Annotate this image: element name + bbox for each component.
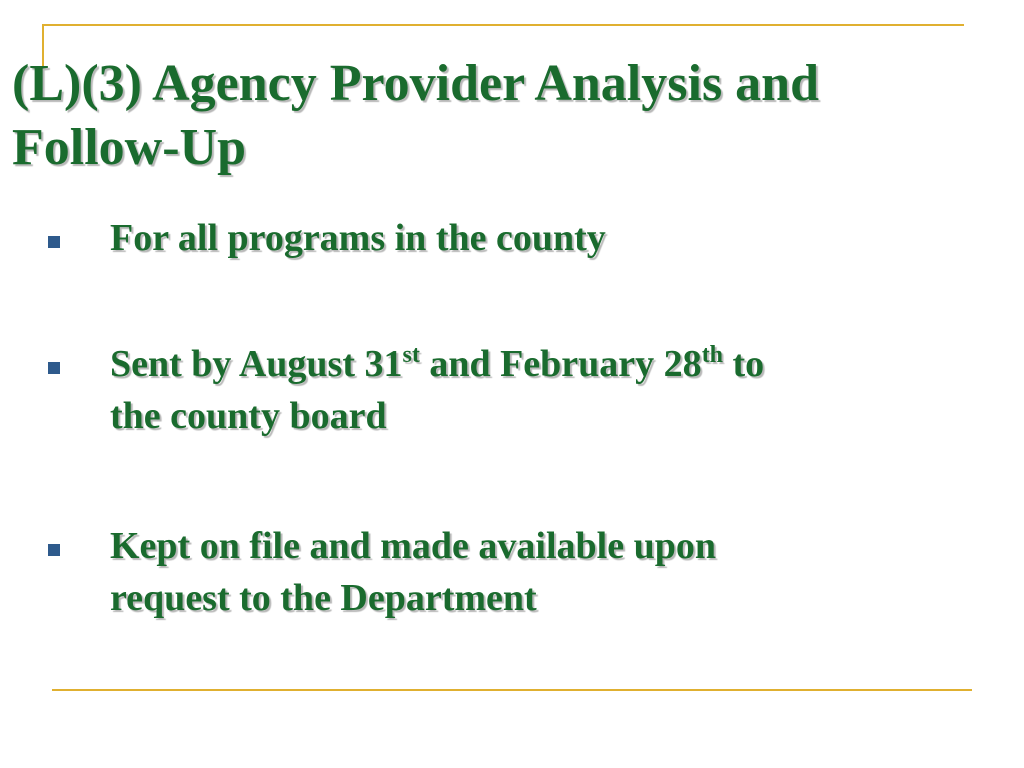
ordinal-suffix-st: st [402,342,420,368]
slide-title [12,52,1002,180]
slide-title-line-1: (L)(3) Agency Provider Analysis and [12,55,820,112]
bullet-line: the county board [110,395,387,437]
bottom-accent-rule [52,689,972,691]
ordinal-suffix-th: th [701,342,724,368]
bullet-text-file [110,520,980,624]
bullet-line: For all programs in the county [110,217,606,259]
text-to: to [723,343,765,385]
square-bullet-icon [48,362,60,374]
bullet-text-programs [110,212,980,264]
square-bullet-icon [48,544,60,556]
date-text-august: Sent by August 31 [110,343,403,385]
bullet-line [110,338,980,390]
bullet-line: request to the Department [110,577,537,619]
slide-title-line-2: Follow-Up [12,119,246,176]
date-text-february: and February 28 [419,343,702,385]
square-bullet-icon [48,236,60,248]
bullet-line: Kept on file and made available upon [110,525,716,567]
top-accent-rule [42,24,964,26]
bullet-text-dates [110,338,980,442]
